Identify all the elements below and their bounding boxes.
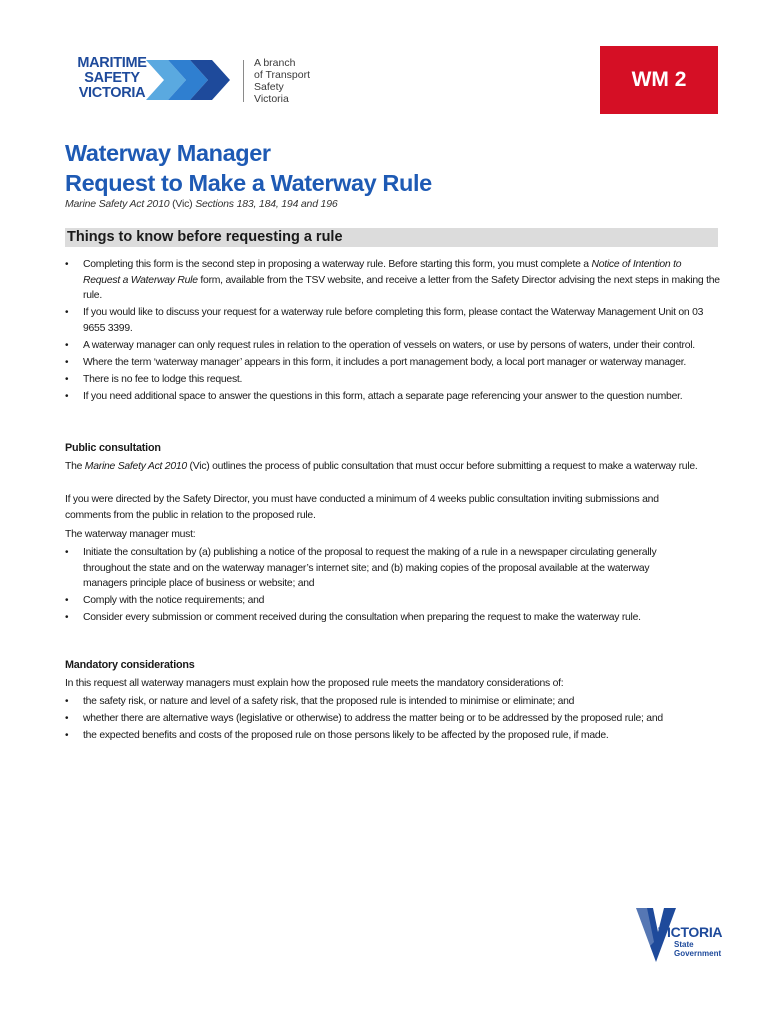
para-text: (Vic) outlines the process of public consultation that must occur before submitting a request to make a waterway rule.: [186, 461, 698, 472]
logo-divider: [243, 60, 244, 102]
branch-line: Victoria: [254, 93, 289, 105]
list-item: • There is no fee to lodge this request.: [65, 372, 720, 388]
bullet-text: form, available from the TSV website, and receive a letter from the Safety Director advising the next steps in making the rule.: [83, 274, 720, 301]
act-name: Marine Safety Act 2010: [84, 461, 187, 472]
act-reference: [65, 198, 337, 210]
state-line: Government: [674, 949, 722, 958]
maritime-safety-victoria-logo: [76, 56, 236, 104]
logo-line-2: SAFETY: [84, 70, 140, 86]
mandatory-considerations-heading: Mandatory considerations: [65, 659, 195, 671]
list-item: • whether there are alternative ways (legislative or otherwise) to address the matter being or to be addressed by the proposed rule; and: [65, 711, 720, 727]
chevron-arrows-icon: [146, 58, 236, 102]
form-code: WM 2: [631, 68, 687, 91]
title-line-1: Waterway Manager: [65, 140, 271, 166]
branch-text: [254, 57, 310, 105]
branch-line: of Transport: [254, 69, 311, 81]
logo-line-3: VICTORIA: [78, 85, 146, 101]
branch-line: Safety: [254, 81, 284, 93]
list-item: • the expected benefits and costs of the proposed rule on those persons likely to be affected by the proposed rule, if made.: [65, 728, 720, 744]
para-text: The: [65, 461, 85, 472]
public-consultation-direction: If you were directed by the Safety Director, you must have conducted a minimum of 4 weeks public consultation inviting submissions and comments from the public in relation to the proposed rule.: [65, 494, 659, 521]
act-name: Marine Safety Act 2010: [65, 198, 170, 210]
list-item: • Initiate the consultation by (a) publishing a notice of the proposal to request the making of a rule in a newspaper circulating generally throughout the state and on the waterway manager’s internet site; and (b) making copies of the proposal available at the waterway managers principle place of business or website; and: [65, 545, 665, 592]
list-item: • A waterway manager can only request rules in relation to the operation of vessels on waters, or use by persons of waters, under their control.: [65, 338, 720, 354]
list-item: • If you would like to discuss your request for a waterway rule before completing this form, please contact the Waterway Management Unit on 03 9655 3399.: [65, 305, 720, 336]
page-title: [65, 138, 432, 198]
list-item: • the safety risk, or nature and level of a safety risk, that the proposed rule is intended to minimise or eliminate; and: [65, 694, 720, 710]
victoria-wordmark: VICTORIA: [658, 924, 723, 940]
state-line: State: [674, 940, 694, 949]
branch-line: A branch: [254, 57, 296, 69]
public-consultation-intro: [65, 459, 720, 475]
act-sections: Sections 183, 184, 194 and 196: [195, 198, 338, 210]
consultation-list: [65, 545, 665, 627]
things-to-know-list: [65, 257, 720, 406]
public-consultation-heading: Public consultation: [65, 442, 161, 454]
list-item: • Comply with the notice requirements; and: [65, 593, 665, 609]
section-heading: Things to know before requesting a rule: [65, 228, 718, 247]
form-reference: Notice of Intention to Request a Waterway Rule: [83, 259, 682, 286]
act-jurisdiction: (Vic): [169, 198, 196, 210]
logo-wordmark: [76, 56, 148, 101]
form-code-badge: [600, 46, 718, 114]
list-item: • Consider every submission or comment received during the consultation when preparing the request to make the waterway rule.: [65, 610, 743, 626]
list-item: • If you need additional space to answer the questions in this form, attach a separate page referencing your answer to the question number.: [65, 389, 720, 405]
logo-line-1: MARITIME: [77, 55, 147, 71]
state-government-text: [674, 940, 721, 958]
mandatory-list: [65, 694, 720, 745]
mandatory-intro: In this request all waterway managers must explain how the proposed rule meets the mandatory considerations of:: [65, 678, 564, 689]
victoria-state-government-logo: [636, 908, 736, 968]
list-item: • Where the term ‘waterway manager’ appears in this form, it includes a port management body, a local port manager or waterway manager.: [65, 355, 720, 371]
waterway-manager-must: The waterway manager must:: [65, 529, 196, 540]
title-line-2: Request to Make a Waterway Rule: [65, 170, 432, 196]
bullet-text: Completing this form is the second step in proposing a waterway rule. Before starting this form, you must complete a: [83, 259, 592, 270]
list-item: [65, 257, 720, 304]
